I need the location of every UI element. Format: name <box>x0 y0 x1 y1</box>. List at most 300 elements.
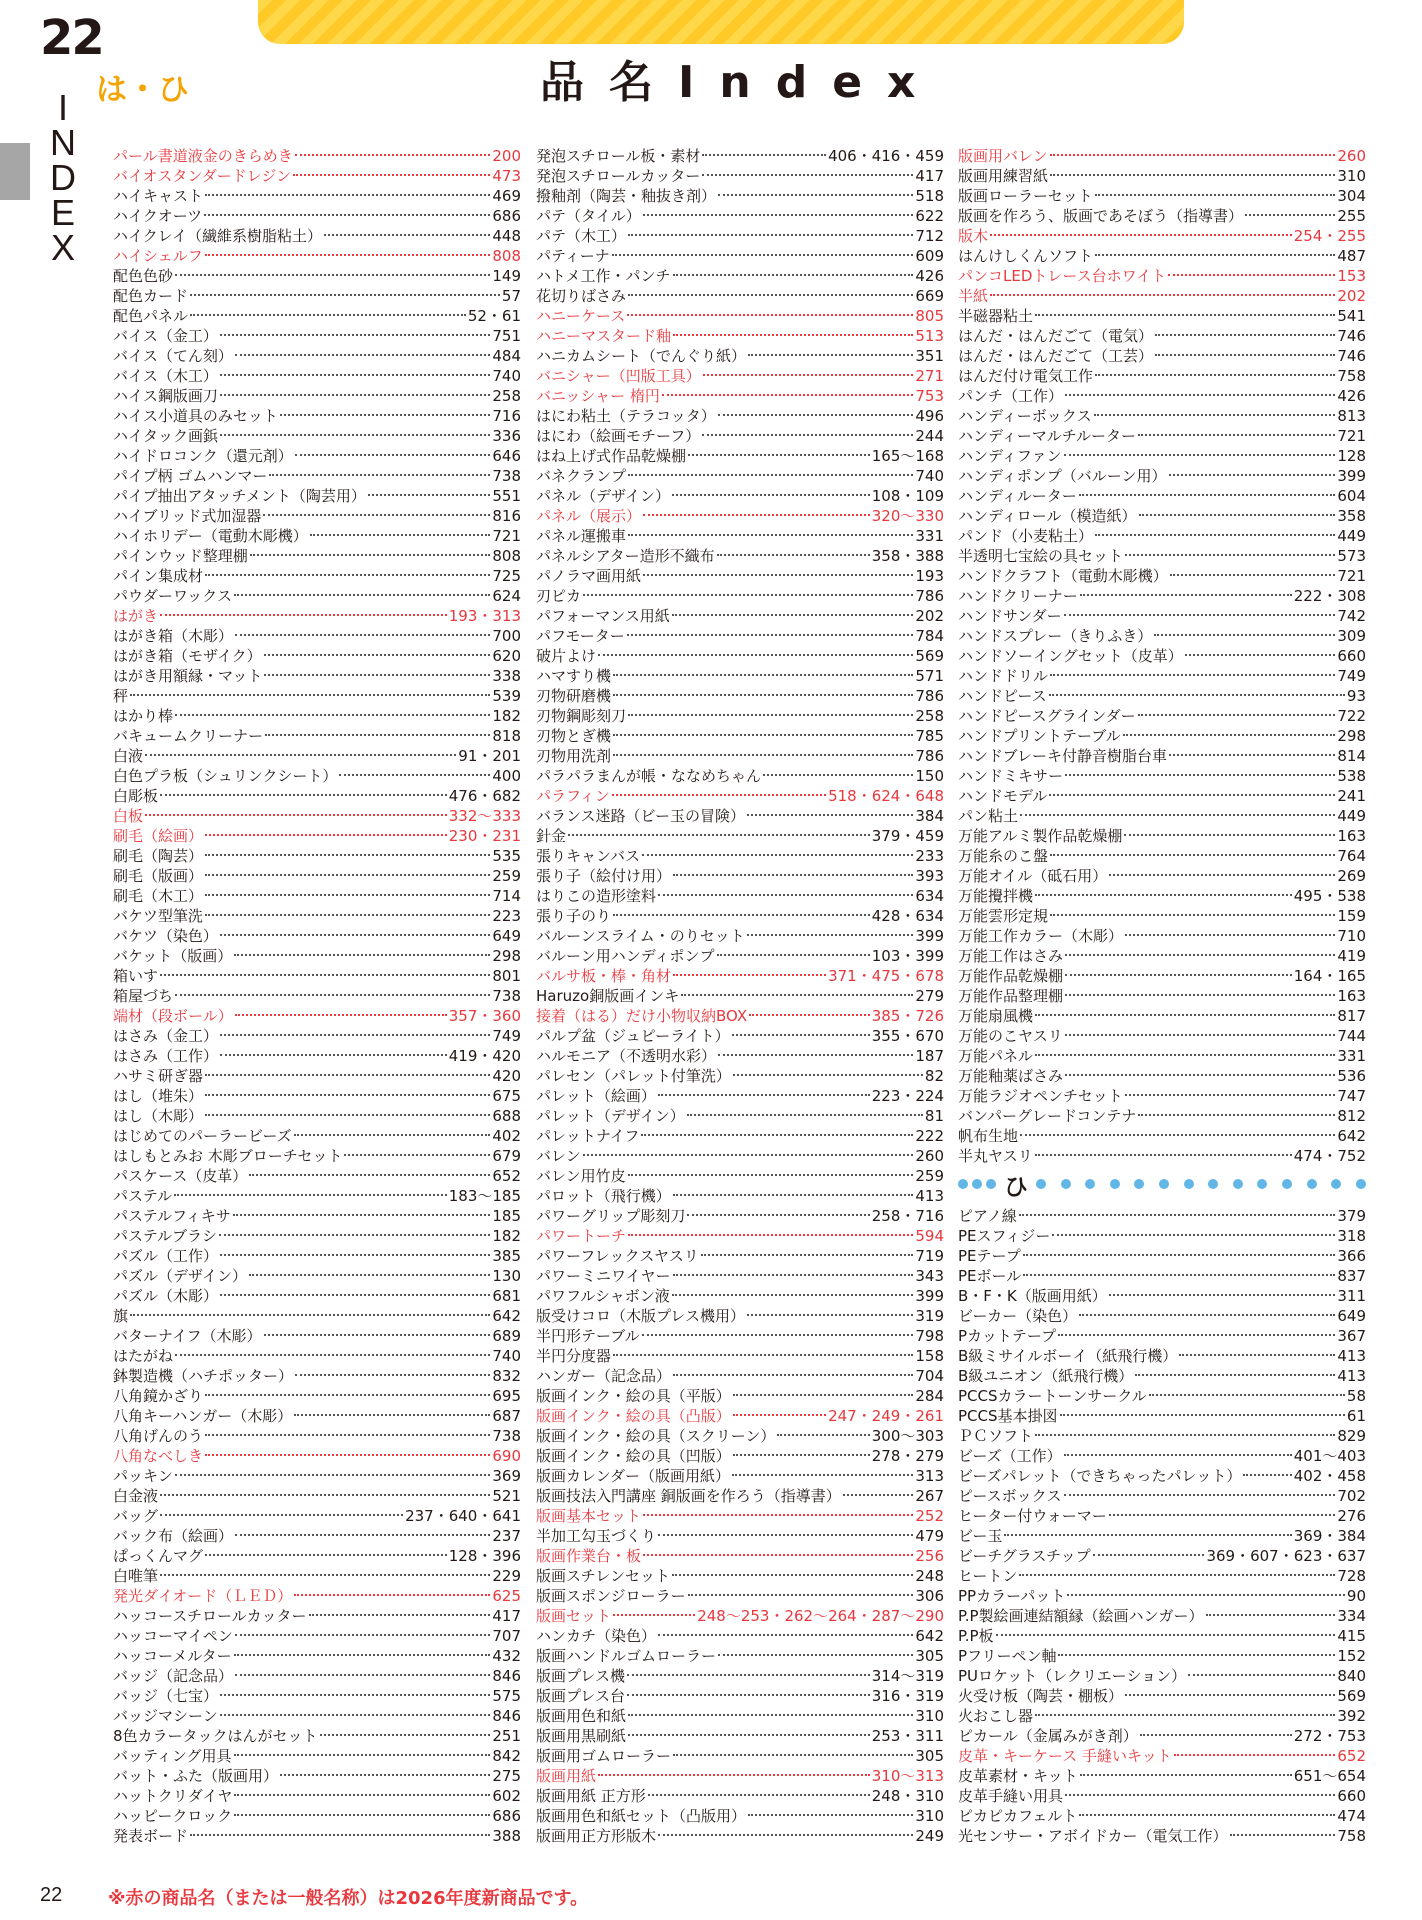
entry-name: ハッピークロック <box>113 1807 233 1825</box>
entry-name: はにわ粘土（テラコッタ） <box>536 407 716 425</box>
leader-dots <box>733 1074 923 1076</box>
entry-name: ビーカー（染色） <box>958 1307 1078 1325</box>
entry-page: 314〜319 <box>871 1667 944 1685</box>
index-entry <box>113 1366 521 1386</box>
side-tab-marker <box>0 143 30 200</box>
leader-dots <box>1079 494 1336 496</box>
entry-name: パレット（絵画） <box>536 1087 656 1105</box>
index-entry <box>536 1126 944 1146</box>
index-entry <box>113 686 521 706</box>
entry-name: 万能のこヤスリ <box>958 1027 1063 1045</box>
entry-page: 536 <box>1337 1067 1366 1085</box>
entry-name: 半磁器粘土 <box>958 307 1034 325</box>
index-entry <box>536 1386 944 1406</box>
entry-page: 686 <box>492 1807 521 1825</box>
entry-page: 846 <box>492 1707 521 1725</box>
entry-page: 384 <box>915 807 944 825</box>
index-entry <box>536 906 944 926</box>
entry-name: バック布（絵画） <box>113 1527 234 1545</box>
entry-page: 785 <box>915 727 944 745</box>
index-entry <box>113 1666 521 1686</box>
index-entry <box>113 286 521 306</box>
leader-dots <box>1035 314 1335 316</box>
leader-dots <box>1123 734 1336 736</box>
index-entry <box>113 306 521 326</box>
leader-dots <box>295 1374 490 1376</box>
entry-name: はがき箱（モザイク） <box>113 647 262 665</box>
entry-name: 半円分度器 <box>536 1347 612 1365</box>
index-entry <box>113 266 521 286</box>
entry-page: 469 <box>492 187 521 205</box>
index-entry <box>958 966 1366 986</box>
index-entry <box>536 1366 944 1386</box>
entry-page: 832 <box>492 1367 521 1385</box>
entry-page: 786 <box>915 587 944 605</box>
entry-name: PEスフィジー <box>958 1227 1051 1245</box>
entry-page: 551 <box>492 487 521 505</box>
index-entry <box>958 1066 1366 1086</box>
index-column-1 <box>113 146 521 1846</box>
entry-name: 秤 <box>113 687 129 705</box>
entry-name: P.P板 <box>958 1627 994 1645</box>
entry-name: 刃物用洗剤 <box>536 747 612 765</box>
entry-name: 万能アルミ製作品乾燥棚 <box>958 827 1123 845</box>
index-entry <box>958 686 1366 706</box>
entry-page: 690 <box>492 1447 521 1465</box>
leader-dots <box>613 674 913 676</box>
leader-dots <box>220 1294 490 1296</box>
index-entry <box>536 1626 944 1646</box>
entry-page: 689 <box>492 1327 521 1345</box>
entry-page: 840 <box>1337 1667 1366 1685</box>
index-entry <box>113 186 521 206</box>
leader-dots <box>204 214 490 216</box>
leader-dots <box>1079 1814 1335 1816</box>
entry-page: 420 <box>492 1067 521 1085</box>
leader-dots <box>294 1134 491 1136</box>
entry-name: ハンディーボックス <box>958 407 1092 425</box>
leader-dots <box>175 1354 490 1356</box>
entry-name: 八角鏡かざり <box>113 1387 204 1405</box>
index-entry <box>536 1286 944 1306</box>
entry-name: 万能オイル（砥石用） <box>958 867 1108 885</box>
entry-page: 241 <box>1337 787 1366 805</box>
entry-name: ハンディーマルチルーター <box>958 427 1137 445</box>
leader-dots <box>703 374 914 376</box>
entry-page: 306 <box>915 1587 944 1605</box>
index-entry <box>113 166 521 186</box>
entry-page: 61 <box>1346 1407 1366 1425</box>
entry-page: 258 <box>915 707 944 725</box>
index-entry <box>113 366 521 386</box>
index-entry <box>536 1346 944 1366</box>
entry-name: PEボール <box>958 1267 1022 1285</box>
entry-page: 158 <box>915 1347 944 1365</box>
index-entry <box>536 986 944 1006</box>
entry-name: ハンドソーイングセット（皮革） <box>958 647 1183 665</box>
leader-dots <box>1168 274 1335 276</box>
index-entry <box>536 846 944 866</box>
index-entry <box>536 1206 944 1226</box>
leader-dots <box>220 394 491 396</box>
entry-page: 251 <box>492 1727 521 1745</box>
entry-page: 479 <box>915 1527 944 1545</box>
leader-dots <box>990 234 1292 236</box>
index-entry <box>958 1086 1366 1106</box>
footer-note: ※赤の商品名（または一般名称）は2026年度新商品です。 <box>108 1888 589 1909</box>
entry-name: パズル（木彫） <box>113 1287 219 1305</box>
leader-dots <box>687 1214 869 1216</box>
entry-page: 183〜185 <box>448 1187 521 1205</box>
leader-dots <box>324 234 490 236</box>
leader-dots <box>235 1634 491 1636</box>
entry-page: 103・399 <box>871 947 944 965</box>
index-entry <box>113 1506 521 1526</box>
entry-page: 700 <box>492 627 521 645</box>
index-entry <box>536 246 944 266</box>
leader-dots <box>1050 154 1336 156</box>
entry-page: 707 <box>492 1627 521 1645</box>
index-entry <box>536 1066 944 1086</box>
entry-page: 150 <box>915 767 944 785</box>
entry-page: 388 <box>492 1827 521 1845</box>
leader-dots <box>1154 634 1335 636</box>
index-entry <box>113 726 521 746</box>
entry-name: パネル（デザイン） <box>536 487 670 505</box>
index-entry <box>958 1746 1366 1766</box>
entry-page: 305 <box>915 1747 944 1765</box>
entry-name: はがき用額縁・マット <box>113 667 263 685</box>
entry-name: B・F・K（版画用紙） <box>958 1287 1107 1305</box>
leader-dots <box>628 534 913 536</box>
entry-page: 721 <box>1337 567 1366 585</box>
index-entry <box>113 1226 521 1246</box>
entry-name: 皮革手縫い用具 <box>958 1787 1064 1805</box>
index-entry <box>536 1326 944 1346</box>
leader-dots <box>673 274 914 276</box>
leader-dots <box>205 194 490 196</box>
entry-name: バレン用竹皮 <box>536 1167 626 1185</box>
entry-page: 428・634 <box>871 907 944 925</box>
index-entry <box>958 1386 1366 1406</box>
entry-name: 刷毛（版画） <box>113 867 204 885</box>
leader-dots <box>1065 774 1335 776</box>
index-entry <box>113 1386 521 1406</box>
entry-page: 814 <box>1337 747 1366 765</box>
entry-page: 334 <box>1337 1607 1366 1625</box>
entry-page: 669 <box>915 287 944 305</box>
entry-page: 193・313 <box>448 607 521 625</box>
entry-page: 688 <box>492 1107 521 1125</box>
entry-name: 版受けコロ（木版プレス機用） <box>536 1307 745 1325</box>
entry-page: 738 <box>492 467 521 485</box>
index-entry <box>113 1166 521 1186</box>
leader-dots <box>220 1054 447 1056</box>
leader-dots <box>1023 1274 1335 1276</box>
entry-name: バイス（金工） <box>113 327 218 345</box>
leader-dots <box>612 254 914 256</box>
entry-name: ハンディファン <box>958 447 1062 465</box>
leader-dots <box>627 314 913 316</box>
leader-dots <box>777 1434 869 1436</box>
index-entry <box>958 1646 1366 1666</box>
leader-dots <box>628 714 913 716</box>
leader-dots <box>205 894 490 896</box>
entry-page: 357・360 <box>448 1007 521 1025</box>
index-entry <box>536 806 944 826</box>
index-entry <box>113 1566 521 1586</box>
leader-dots <box>1020 1134 1335 1136</box>
entry-name: 発光ダイオード（ＬＥＤ） <box>113 1587 293 1605</box>
index-entry <box>958 1506 1366 1526</box>
entry-page: 222・308 <box>1293 587 1366 605</box>
entry-page: 52・61 <box>467 307 521 325</box>
index-entry <box>958 286 1366 306</box>
header-banner <box>258 0 1184 44</box>
entry-name: ハマすり機 <box>536 667 612 685</box>
leader-dots <box>702 434 913 436</box>
index-entry <box>536 1446 944 1466</box>
index-entry <box>113 486 521 506</box>
entry-page: 254・255 <box>1293 227 1366 245</box>
leader-dots <box>1065 1074 1335 1076</box>
entry-page: 58 <box>1346 1387 1366 1405</box>
entry-name: 針金 <box>536 827 567 845</box>
leader-dots <box>688 454 870 456</box>
entry-name: ハイシェルフ <box>113 247 203 265</box>
entry-name: パステルフィキサ <box>113 1207 231 1225</box>
index-entry <box>958 166 1366 186</box>
index-entry <box>113 846 521 866</box>
entry-page: 278・279 <box>871 1447 944 1465</box>
index-entry <box>536 1006 944 1026</box>
entry-name: パワーフレックスヤスリ <box>536 1247 699 1265</box>
entry-name: 火受け板（陶芸・棚板） <box>958 1687 1124 1705</box>
leader-dots <box>628 474 913 476</box>
entry-page: 721 <box>492 527 521 545</box>
entry-page: 379・459 <box>871 827 944 845</box>
index-entry <box>113 906 521 926</box>
leader-dots <box>1020 814 1335 816</box>
entry-page: 495・538 <box>1293 887 1366 905</box>
leader-dots <box>269 474 490 476</box>
index-entry <box>113 506 521 526</box>
leader-dots <box>220 934 491 936</box>
page-number: 22 <box>40 10 103 66</box>
hi-heading-label: ひ <box>1004 1172 1028 1201</box>
leader-dots <box>1065 974 1292 976</box>
index-entry <box>958 1606 1366 1626</box>
entry-name: バキュームクリーナー <box>113 727 264 745</box>
leader-dots <box>628 1714 913 1716</box>
leader-dots <box>627 1694 870 1696</box>
leader-dots <box>190 294 500 296</box>
index-entry <box>536 646 944 666</box>
entry-page: 702 <box>1337 1487 1366 1505</box>
index-entry <box>536 1726 944 1746</box>
leader-dots <box>747 934 914 936</box>
leader-dots <box>1095 254 1335 256</box>
entry-name: ヒートン <box>958 1567 1018 1585</box>
leader-dots <box>1035 1154 1292 1156</box>
leader-dots <box>673 974 826 976</box>
entry-name: 版画インク・絵の具（スクリーン） <box>536 1427 776 1445</box>
entry-page: 310 <box>915 1807 944 1825</box>
leader-dots <box>160 1494 490 1496</box>
leader-dots <box>250 554 491 556</box>
leader-dots <box>320 1734 491 1736</box>
entry-name: 版画インク・絵の具（平版） <box>536 1387 731 1405</box>
entry-page: 300〜303 <box>871 1427 944 1445</box>
leader-dots <box>748 1814 913 1816</box>
leader-dots <box>234 1754 491 1756</box>
leader-dots <box>1064 1494 1336 1496</box>
index-entry <box>113 1526 521 1546</box>
index-entry <box>536 1766 944 1786</box>
index-entry <box>958 146 1366 166</box>
leader-dots <box>234 1814 490 1816</box>
entry-name: ハイクレイ（繊維系樹脂粘土） <box>113 227 322 245</box>
entry-name: 8色カラータックはんがセット <box>113 1727 318 1745</box>
entry-page: 247・249・261 <box>828 1407 944 1425</box>
leader-dots <box>130 1314 490 1316</box>
entry-page: 248 <box>915 1567 944 1585</box>
entry-page: 164・165 <box>1293 967 1366 985</box>
entry-page: 686 <box>492 207 521 225</box>
index-entry <box>958 386 1366 406</box>
entry-page: 338 <box>492 667 521 685</box>
entry-page: 385 <box>492 1247 521 1265</box>
entry-name: ハンディロール（模造紙） <box>958 507 1137 525</box>
entry-page: 253・311 <box>871 1727 944 1745</box>
entry-page: 385・726 <box>871 1007 944 1025</box>
index-entry <box>113 1026 521 1046</box>
entry-page: 620 <box>492 647 521 665</box>
entry-name: はんだ・はんだごて（工芸） <box>958 347 1154 365</box>
entry-name: バンパーグレードコンテナ <box>958 1107 1137 1125</box>
index-entry <box>958 546 1366 566</box>
entry-name: 刃物とぎ機 <box>536 727 612 745</box>
entry-name: ハンドドリル <box>958 667 1049 685</box>
entry-name: 版画用色和紙セット（凸版用） <box>536 1807 747 1825</box>
index-entry <box>113 1486 521 1506</box>
entry-name: 版画スポンジローラー <box>536 1587 686 1605</box>
index-entry <box>113 1306 521 1326</box>
leader-dots <box>598 654 913 656</box>
index-entry <box>958 926 1366 946</box>
entry-page: 634 <box>915 887 944 905</box>
leader-dots <box>175 1474 491 1476</box>
index-entry <box>113 886 521 906</box>
leader-dots <box>160 1514 403 1516</box>
entry-name: ハイブリッド式加湿器 <box>113 507 262 525</box>
index-entry <box>536 1086 944 1106</box>
entry-page: 649 <box>492 927 521 945</box>
entry-name: パッキン <box>113 1467 173 1485</box>
index-entry <box>113 1046 521 1066</box>
index-entry <box>958 826 1366 846</box>
leader-dots <box>1050 914 1335 916</box>
entry-name: はし（木彫） <box>113 1107 204 1125</box>
index-entry <box>113 1586 521 1606</box>
leader-dots <box>642 1334 914 1336</box>
leader-dots <box>1140 1734 1292 1736</box>
entry-page: 260 <box>915 1147 944 1165</box>
entry-page: 569 <box>915 647 944 665</box>
entry-name: 白板 <box>113 807 144 825</box>
index-entry <box>536 486 944 506</box>
entry-name: パインウッド整理棚 <box>113 547 248 565</box>
index-entry <box>536 586 944 606</box>
index-entry <box>958 486 1366 506</box>
entry-name: 皮革素材・キット <box>958 1767 1078 1785</box>
entry-name: ビーチグラスチップ <box>958 1547 1091 1565</box>
leader-dots <box>672 1574 913 1576</box>
entry-page: 401〜403 <box>1293 1447 1366 1465</box>
leader-dots <box>613 914 870 916</box>
entry-name: 版画プレス機 <box>536 1667 625 1685</box>
index-entry <box>958 1046 1366 1066</box>
entry-name: 版画用紙 <box>536 1767 597 1785</box>
index-entry <box>536 446 944 466</box>
entry-page: 258・716 <box>871 1207 944 1225</box>
leader-dots <box>234 594 490 596</box>
leader-dots <box>990 294 1335 296</box>
entry-page: 311 <box>1337 1287 1366 1305</box>
index-entry <box>958 1146 1366 1166</box>
footer-page-number: 22 <box>40 1884 63 1906</box>
entry-name: 花切りばさみ <box>536 287 627 305</box>
leader-dots <box>1174 1754 1336 1756</box>
entry-name: ピアノ線 <box>958 1207 1017 1225</box>
leader-dots <box>145 754 456 756</box>
entry-page: 805 <box>915 307 944 325</box>
entry-name: パレット（デザイン） <box>536 1107 685 1125</box>
leader-dots <box>175 714 490 716</box>
entry-page: 749 <box>492 1027 521 1045</box>
entry-name: 刷毛（陶芸） <box>113 847 204 865</box>
index-entry <box>958 1206 1366 1226</box>
leader-dots <box>718 1054 913 1056</box>
index-entry <box>113 946 521 966</box>
leader-dots <box>1243 1474 1291 1476</box>
leader-dots <box>219 1234 490 1236</box>
index-entry <box>536 1146 944 1166</box>
entry-page: 808 <box>492 547 521 565</box>
entry-name: バケット（版画） <box>113 947 233 965</box>
entry-name: バッジ（七宝） <box>113 1687 219 1705</box>
entry-name: パティーナ <box>536 247 610 265</box>
index-entry <box>113 1706 521 1726</box>
entry-name: PCCS基本掛図 <box>958 1407 1058 1425</box>
entry-page: 82 <box>924 1067 944 1085</box>
entry-name: 張り子のり <box>536 907 612 925</box>
index-entry <box>536 506 944 526</box>
heading-dots <box>1036 1179 1366 1189</box>
leader-dots <box>205 1094 490 1096</box>
entry-name: パテ（木工） <box>536 227 627 245</box>
leader-dots <box>160 614 447 616</box>
entry-name: ピカピカフェルト <box>958 1807 1078 1825</box>
entry-page: 749 <box>1337 667 1366 685</box>
index-entry <box>536 1646 944 1666</box>
entry-page: 738 <box>492 987 521 1005</box>
leader-dots <box>717 954 870 956</box>
leader-dots <box>681 994 913 996</box>
leader-dots <box>1035 1714 1335 1716</box>
index-entry <box>113 426 521 446</box>
leader-dots <box>1049 694 1345 696</box>
